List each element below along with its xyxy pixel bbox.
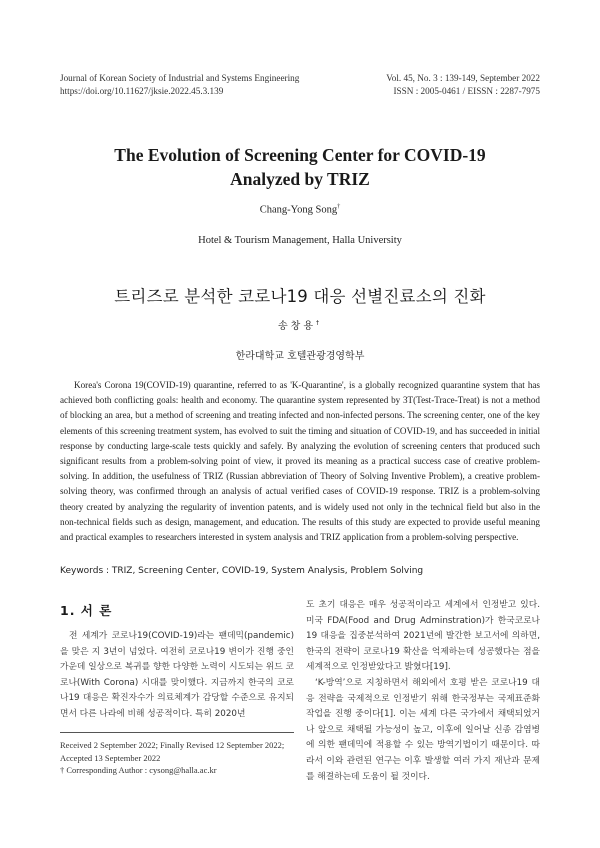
english-author bbox=[0, 203, 600, 216]
section-heading-introduction: 1. 서 론 bbox=[60, 603, 113, 618]
body-column-left bbox=[60, 629, 294, 723]
english-author-name: Chang-Yong Song bbox=[259, 204, 338, 216]
korean-title: 트리즈로 분석한 코로나19 대응 선별진료소의 진화 bbox=[114, 287, 486, 306]
keywords bbox=[60, 566, 540, 576]
issue-header bbox=[386, 72, 540, 98]
doi-link[interactable]: https://doi.org/10.11627/jksie.2022.45.3.139 bbox=[60, 86, 224, 96]
korean-author-name: 송창용 bbox=[278, 321, 316, 332]
corresponding-mark: † bbox=[337, 203, 341, 210]
korean-affiliation: 한라대학교 호텔관광경영학부 bbox=[235, 351, 365, 362]
keywords-label: Keywords : bbox=[60, 566, 112, 576]
volume-info: Vol. 45, No. 3 : 139-149, September 2022 bbox=[386, 73, 540, 83]
body-paragraph-continued: 도 초기 대응은 매우 성공적이라고 세계에서 인정받고 있다. 미국 FDA(Food and Drug Adminstration)가 한국코로나19 대응을 집중분석하여 2021년에 발간한 보고서에 의하면, 한국의 전략이 코로나19 확산을 억제하는데 성공했다는 점을 세계적으로 인정받았다고 밝혔다[19]. bbox=[306, 600, 540, 673]
korean-corresponding-mark: † bbox=[315, 319, 322, 327]
body-column-right bbox=[306, 598, 540, 785]
english-title-line2: Analyzed by TRIZ bbox=[230, 169, 370, 189]
english-title-line1: The Evolution of Screening Center for COVID-19 bbox=[114, 145, 486, 165]
body-paragraph: ‘K-방역’으로 지칭하면서 해외에서 호평 받은 코로나19 대응 전략을 국제적으로 인정받기 위해 한국정부는 국제표준화 작업을 진행 중이다[1]. 이는 세계 다른 국가에서 채택되었거나 앞으로 채택될 가능성이 높고, 이후에 일어날 신종 감염병에 의한 팬데믹에 적용할 수 있는 방역기법이기 때문이다. 따라서 이와 관련된 연구는 이후 발생할 여러 가지 재난과 문제를 해결하는데 도움이 될 것이다. bbox=[306, 677, 540, 782]
journal-name: Journal of Korean Society of Industrial and Systems Engineering bbox=[60, 73, 300, 83]
received-dates: Received 2 September 2022; Finally Revised 12 September 2022; Accepted 13 September 2022 bbox=[60, 740, 285, 763]
korean-author bbox=[0, 317, 600, 332]
footnote bbox=[60, 739, 300, 777]
journal-header bbox=[60, 72, 299, 98]
keywords-list: TRIZ, Screening Center, COVID-19, System Analysis, Problem Solving bbox=[111, 566, 424, 576]
footnote-divider bbox=[60, 732, 294, 733]
english-affiliation: Hotel & Tourism Management, Halla University bbox=[198, 235, 402, 246]
english-title bbox=[40, 143, 560, 191]
body-paragraph: 전 세계가 코로나19(COVID-19)라는 팬데믹(pandemic)을 맞은 지 3년이 넘었다. 여전히 코로나19 변이가 진행 중인 가운데 일상으로 복귀를 향한 다양한 노력이 시도되는 위드 코로나(With Corona) 시대를 맞이했다. 지금까지 한국의 코로나19 대응은 확진자수가 의료체계가 감당할 수준으로 유지되면서 다른 나라에 비해 성공적이다. 특히 2020년 bbox=[60, 631, 294, 719]
issn-info: ISSN : 2005-0461 / EISSN : 2287-7975 bbox=[393, 86, 540, 96]
abstract: Korea's Corona 19(COVID-19) quarantine, referred to as 'K-Quarantine', is a globally recognized quarantine system that has achieved both conflicting goals: health and economy. The quarantine system represented by 3T(Test-Trace-Treat) is not a method of blocking an area, but a method of screening and treating infected and non-infected persons. The screening center, one of the key elements of this screening treatment system, has evolved to suit the timing and situation of COVID-19, and has succeeded in initial response by conducting large-scale tests quickly and safely. By analyzing the evolution of screening centers that produced such significant results from a problem-solving point of view, it proved its meaning as a practical success case of creative problem-solving. In addition, the usefulness of TRIZ (Russian abbreviation of Theory of Solving Inventive Problem), a creative problem-solving theory, was confirmed through an analysis of actual verified cases of COVID-19 response. TRIZ is a problem-solving theory created by analyzing the regularity of invention patents, and is widely used not only in the technical field but also in the non-technical fields such as design, management, and education. The results of this study are expected to provide useful meaning and practical examples to researchers interested in system analysis and TRIZ application from a problem-solving perspective. bbox=[60, 380, 540, 543]
corresponding-author: † Corresponding Author : cysong@halla.ac.kr bbox=[60, 765, 217, 776]
